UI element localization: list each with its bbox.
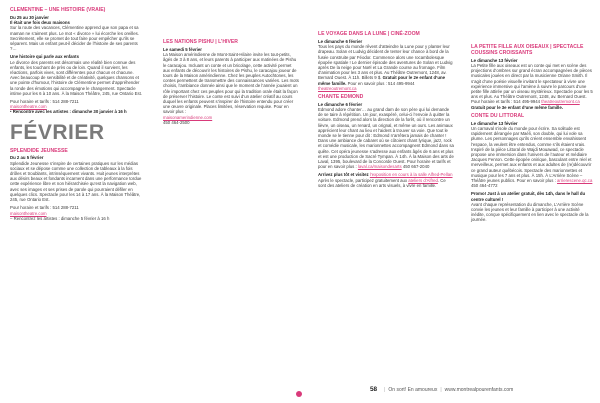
event-date: Le dimanche 6 février — [318, 38, 363, 44]
event-title: CONTE DU LITTORAL — [471, 112, 525, 119]
event-description: La Petite fille aux oiseaux est un conte qui met en scène des projections d’ombres sur grand écran accompagnées de pièces musicales jouées en direct par la musicienne Oriane Smith. Il s’agit d’une poésie visuelle invitant le spectateur à vivre une expérience immersive qui l’amène à suivre le parcours d’une petite fille attirée par un oiseau mystérieux. Spectacle pour les 5 ans et plus. Au Théâtre Outremont, 1248, av. Bernard Ouest. Pour horaire et tarifs : 514 495-9944 theatreoutremont.ca Gratuit pour le 3e enfant d’une même famille. — [471, 63, 593, 110]
column-3 — [318, 32, 454, 191]
event-description: Splendide Jeunesse s’inspire de certaines pratiques sur les médias sociaux et se dépose comme une collection de tableaux à la fois drôles et troublants, intrinsèquement vivants. Huit jeunes interprètes aux désirs beaux et fondants incarnent dans une performance tordue cette expérience libre et non hiérarchisée qu’est la navigation web, avec ses images et ses prises de parole qui pourraient défiler en quelques clics. Spectacle pour les 14 à 17 ans. À la Maison Théâtre, 245, rue Ontario Est. — [10, 160, 142, 203]
event-note: Avant chaque représentation du dimanche, L’Arrière Scène convie les jeunes et leur famille à participer à une activité inédite, conçue spécifiquement en lien avec le spectacle de la journée. — [471, 201, 589, 223]
event-link[interactable]: maisonamerindienne.com — [163, 114, 213, 120]
column-1 — [10, 8, 143, 221]
footer-site[interactable]: www.montrealpourenfants.com — [444, 387, 514, 393]
event-link[interactable]: arrierescene.qc.ca — [557, 177, 593, 183]
event-title: CHANTE EDMOND — [318, 93, 364, 100]
page-number: 58 — [370, 386, 378, 393]
event-date: Le dimanche 13 février — [471, 57, 518, 63]
page-footer: 58 | On sort! En amoureux | www.montrealpourenfants.com — [370, 386, 514, 393]
event-description: Sur la route des vacances, Clémentine apprend que son papa et sa maman ne s’aiment plus. Le mot « divorce » lui écorche les oreilles. Secrètement, elle se promet de tout faire pour empêcher qu’ils se séparent. Mais un enfant peut-il décider de l’histoire de ses parents ?… — [10, 25, 139, 52]
event-contact: Pour horaire et tarifs : 514 288-7211 — [10, 205, 79, 211]
event-date: Le samedi 5 février — [163, 46, 202, 52]
event-link[interactable]: theatreoutremont.ca — [318, 85, 357, 91]
circle-icon — [296, 391, 302, 397]
event-date: Du 2 au 5 février — [10, 155, 44, 161]
column-2 — [163, 40, 299, 125]
event-title: LES NATIONS PISHU | L’HIVER — [163, 39, 238, 45]
event-description: Un carnaval s’isole du monde pour écrire. Sa solitude est rapidement dérangée par Maéli, son double, qui lui vole sa plume. Les personnages qu’ils créent ensemble envahissent l’espace, la veulent être entendus, comme s’ils étaient vrais. Inspiré de la pièce Littoral de Wajdi Mouawad, ce spectacle propose une immersion dans l’univers de l’auteur et médiaire Jacques Fenron. Cette épopée onirique, basculant entre réel et merveilleux, permet aux enfants et aux adultes de (re)découvrir ce grand auteur québécois. Spectacle des marionnettes et musique pour les 7 ans et plus. À 15h. À L’Arrière Scène – Théâtre jeunes publics. Pour en savoir plus : arrierescene.qc.ca 450 464-4772 — [471, 125, 593, 189]
event-description: Edmond adore chanter… au grand dam de son père qui lui demande de se taire à répétition. Un jour, exaspéré, celui-ci l’envoie à quitter la voiture. Edmond prend alors la direction de la forêt, où il rencontre un lièvre, un oiseau, un renard, un orignal, et même un ours. Les animaux apprécient leur chant au lieu et l’aident à trouver sa voie. Que tout le monde se le tienne pour dit : Edmond n’arrêtera jamais de chanter ! Dans une ambiance de cabaret où se côtoient chant lyrique, jazz, rock et comédie musicale, les marionnettes accompagnent Edmond dans sa quête. Cet opéra jeunesse s’adresse aux enfants âgés de 6 ans et plus et est une production de Sacré Tympan. À 14h. À la Maison des arts de Laval, 1395, boulevard de la Concorde Ouest. Pour horaire et tarifs et pour en savoir plus : laval.ca/maisondesarts 450 667-2040 — [318, 107, 454, 170]
expo-link[interactable]: l’exposition en cours à la salle Alfred-Pellan — [369, 172, 453, 178]
event-description-2: Le divorce des parents est désormais une réalité bien connue des enfants, les touchant de près ou de loin. Quand il survient, les réactions, parfois vives, sont différentes pour chacun et chacune. Avec beaucoup de sensibilité et de créativité, quelques chansons et une pointe d’humour, l’histoire de Clémentine permet d’appréhender la ronde des émotions qui accompagne le changement. Spectacle intime pour les 6 à 10 ans. À la Maison Théâtre, 245, rue Ontario Est. — [10, 59, 143, 96]
event-date: Le dimanche 13 février — [471, 120, 518, 126]
event-title: SPLENDIDE JEUNESSE — [10, 147, 68, 154]
event-title: LE VOYAGE DANS LA LUNE | CINÉ-ZOOM — [318, 31, 420, 37]
event-link[interactable]: maisontheatre.com — [10, 210, 47, 216]
event-date: Du 25 au 30 janvier — [10, 14, 49, 20]
event-link[interactable]: laval.ca/maisondesarts — [357, 164, 402, 170]
event-description: Tous les pays du monde rêvent d’atteindre la Lune pour y planter leur drapeau. Solan et Ludvig décident de tenter leur chance à bord de la fusée construite par Féodor. Commence alors une rocambolesque épopée spatiale ! Le dernier épisode des aventures de Solan et Ludvig après De la neige pour Noël et La Grande course au fromage. Film d’animation pour les 3 ans et plus. Au Théâtre Outremont, 1248, av. Bernard Ouest. À 11h. Billets 9 $. Gratuit pour le 2e enfant d’une même famille. Pour en savoir plus : 514 495-9944 theatreoutremont.ca — [318, 44, 453, 91]
column-4 — [471, 45, 593, 226]
event-note: Arrivez plus tôt et visitez l’exposition en cours à la salle Alfred-Pellan Après le spectacle, participez gratuitement aux ateliers d’Alfred. Ce sont des ateliers de création en arts visuels, à vivre en famille. — [318, 172, 453, 188]
event-title: LA PETITE FILLE AUX OISEAUX | SPECTACLE COUSSINS CROISSANTS — [471, 44, 584, 56]
event-meet-artists: • Rencontre avec les artistes : dimanche 30 janvier à 16 h — [10, 109, 127, 115]
workshop-link[interactable]: ateliers d’Alfred — [408, 177, 438, 183]
event-date: Le dimanche 6 février — [318, 101, 363, 107]
footer-label: On sort! En amoureux — [388, 387, 438, 393]
event-phone: 450 464-2500 — [163, 119, 190, 125]
event-promo: Promo! Just à un atelier gratuit, dès 14h, dans le hall du centre culturel ! — [471, 191, 586, 202]
event-subtitle-2: Une histoire qui parle aux enfants — [10, 54, 80, 60]
event-subtitle: Il était une fois deux maisons — [10, 20, 70, 26]
event-contact: Pour horaire et tarifs : 514 288-7211 — [10, 98, 79, 104]
event-description: La Maison amérindienne de Mont-Saint-Hilaire invite les tout-petits, âgés de 3 à 8 ans, et leurs parents à participer aux matinées de Pishu le caracajou. Incluant un conte et un bricolage, cette activité permet aux enfants de découvrir les histoires de Pishu, le caracajou joueur de tours de la Maison amérindienne. Chez les peuples Autochtones, les contes permettent de transmettre des connaissances variées. Les mots choisis, l’ambiance donnée ainsi que le moment de l’année jouaient un rôle important chez ces peuples pour qui la tradition orale était la façon de préserver l’histoire. Le conte est suivi d’un atelier créatif au cours duquel les enfants peuvent s’inspirer de l’histoire entendu pour créer une œuvre originale. Places limitées, réservation requise. Pour en savoir plus : — [163, 52, 299, 115]
event-link[interactable]: theatreoutremont.ca — [541, 99, 580, 105]
event-meet-artists: – Rencontrez les artistes : dimanche 5 février à 16 h — [10, 215, 110, 221]
event-link[interactable]: maisontheatre.com — [10, 104, 47, 110]
month-heading: FÉVRIER — [10, 120, 105, 144]
event-title: CLEMENTINE – UNE HISTOIRE (VRAIE) — [10, 7, 106, 13]
